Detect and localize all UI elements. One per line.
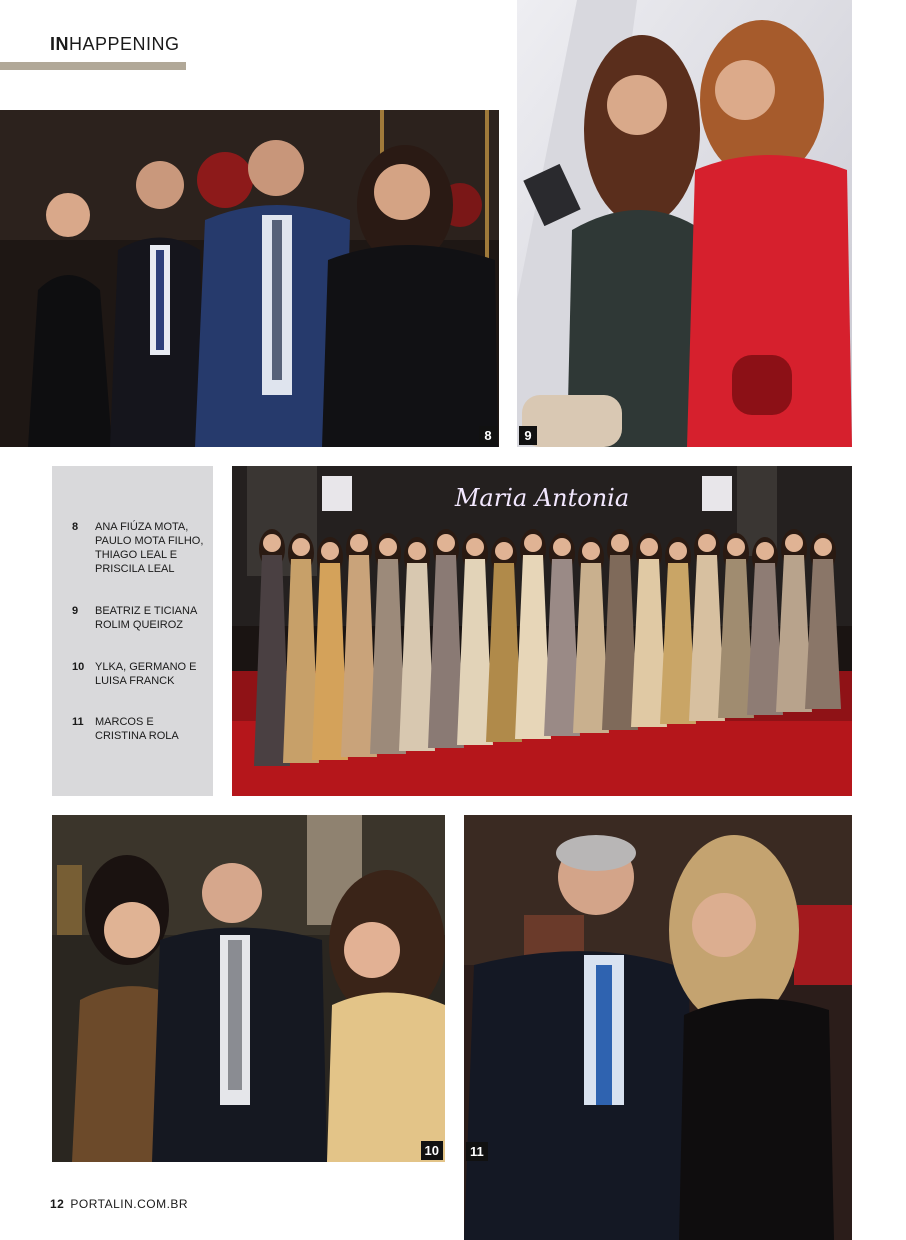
- caption-11-number: 11: [72, 716, 84, 728]
- caption-9-text: BEATRIZ E TICIANA ROLIM QUEIROZ: [95, 605, 197, 631]
- photo-10: [52, 815, 445, 1162]
- photo-11-number: 11: [466, 1142, 488, 1161]
- photo-8: [0, 110, 499, 447]
- photo-11: [464, 815, 852, 1240]
- page-number: 12: [50, 1197, 65, 1211]
- photo-9: [517, 0, 852, 447]
- photo-9-number: 9: [519, 426, 537, 445]
- photo-8-number: 8: [479, 426, 497, 445]
- caption-box: [52, 466, 213, 796]
- section-title-rest: HAPPENING: [69, 34, 180, 54]
- page-footer: [50, 1197, 188, 1211]
- site-name: PORTALIN.COM.BR: [70, 1197, 189, 1211]
- backdrop-neon-text: Maria Antonia: [454, 484, 630, 512]
- caption-9-number: 9: [72, 605, 79, 617]
- section-accent-rule: [0, 62, 186, 70]
- photo-10-number: 10: [421, 1141, 443, 1160]
- section-title-bold: IN: [50, 34, 69, 54]
- caption-10-text: YLKA, GERMANO E LUISA FRANCK: [95, 661, 197, 687]
- section-title: [50, 34, 180, 55]
- caption-11-text: MARCOS E CRISTINA ROLA: [95, 716, 179, 742]
- caption-8-number: 8: [72, 521, 79, 533]
- caption-8-text: ANA FIÚZA MOTA, PAULO MOTA FILHO, THIAGO LEAL E PRISCILA LEAL: [95, 521, 204, 575]
- group-photo: [232, 466, 852, 796]
- caption-10-number: 10: [72, 661, 85, 673]
